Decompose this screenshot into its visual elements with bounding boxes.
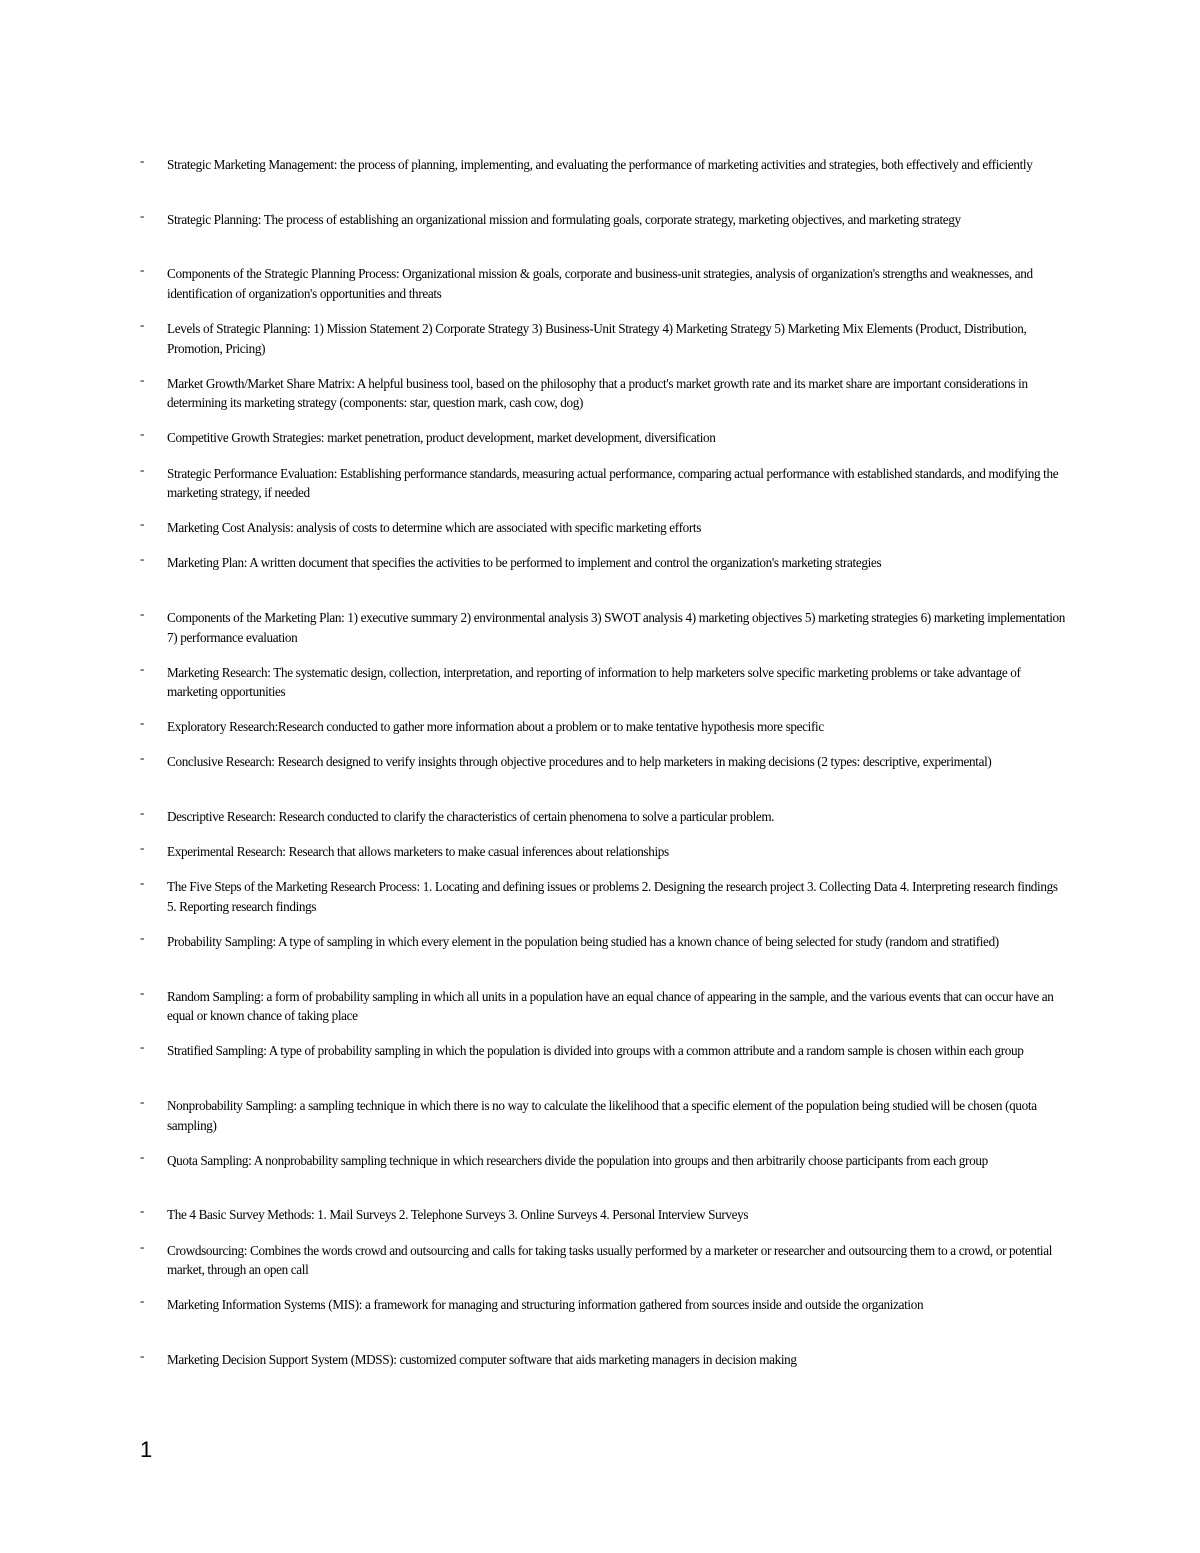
- list-item: [140, 1041, 1065, 1080]
- bullet-dash: -: [140, 1094, 144, 1110]
- bullet-dash: -: [140, 840, 144, 856]
- list-item-text: Descriptive Research: Research conducted to clarify the characteristics of certain phenomena to solve a particular problem.: [167, 809, 775, 825]
- list-item: [140, 1238, 1065, 1280]
- list-item: [140, 207, 1065, 249]
- bullet-dash: -: [140, 875, 144, 891]
- list-item: [140, 319, 1065, 358]
- list-item: [140, 1295, 1065, 1334]
- list-item: [140, 553, 1065, 592]
- list-item-text: Market Growth/Market Share Matrix: A helpful business tool, based on the philosophy that a product's market growth rate and its market share are important considerations in determining its marketing strategy (components: star, question mark, cash cow, dog): [167, 375, 1028, 411]
- bullet-dash: -: [140, 153, 144, 168]
- list-item-text: Marketing Information Systems (MIS): a framework for managing and structuring information gathered from sources inside and outside the organization: [167, 1297, 924, 1313]
- bullet-dash: -: [140, 461, 144, 477]
- list-item-text: Strategic Planning: The process of establishing an organizational mission and formulating goals, corporate strategy, marketing objectives, and marketing strategy: [167, 211, 961, 227]
- bullet-dash: -: [140, 551, 144, 567]
- list-item: [140, 264, 1065, 303]
- bullet-dash: -: [140, 930, 144, 946]
- bullet-dash: -: [140, 606, 144, 621]
- bullet-dash: -: [140, 660, 144, 676]
- list-item: [140, 842, 1065, 862]
- bullet-dash: -: [140, 805, 144, 821]
- bullet-dash: -: [140, 1148, 144, 1164]
- list-item-text: Random Sampling: a form of probability sampling in which all units in a population have an equal chance of appearing in the sample, and the various events that can occur have an equal or known chance of taking place: [167, 988, 1054, 1024]
- list-item-text: Quota Sampling: A nonprobability sampling technique in which researchers divide the population into groups and then arbitrarily choose participants from each group: [167, 1152, 988, 1168]
- list-item: [140, 155, 1065, 194]
- list-item: [140, 660, 1065, 702]
- list-item-text: Nonprobability Sampling: a sampling technique in which there is no way to calculate the likelihood that a specific element of the population being studied will be chosen (quota sampling): [167, 1098, 1037, 1133]
- bullet-dash: -: [140, 317, 144, 333]
- bullet-dash: -: [140, 207, 144, 223]
- bullet-dash: -: [140, 1238, 144, 1254]
- list-item-text: Probability Sampling: A type of sampling in which every element in the population being studied has a known chance of being selected for study (random and stratified): [167, 934, 999, 950]
- bullet-dash: -: [140, 371, 144, 387]
- list-item-text: Levels of Strategic Planning: 1) Mission Statement 2) Corporate Strategy 3) Business-Unit Strategy 4) Marketing Strategy 5) Marketing Mix Elements (Product, Distribution, Promotion, Pricing): [167, 321, 1027, 356]
- bullet-dash: -: [140, 516, 144, 532]
- list-item-text: Marketing Cost Analysis: analysis of costs to determine which are associated with specific marketing efforts: [167, 520, 702, 536]
- list-item: [140, 752, 1065, 791]
- list-item-text: Stratified Sampling: A type of probability sampling in which the population is divided into groups with a common attribute and a random sample is chosen within each group: [167, 1043, 1024, 1059]
- bullet-dash: -: [140, 262, 144, 278]
- list-item-text: Components of the Strategic Planning Process: Organizational mission & goals, corporate and business-unit strategies, analysis of organization's strengths and weaknesses, and identification of organization's opportunities and threats: [167, 266, 1033, 301]
- list-item-text: Strategic Marketing Management: the process of planning, implementing, and evaluating the performance of marketing activities and strategies, both effectively and efficiently: [167, 157, 1033, 172]
- list-item: [140, 807, 1065, 827]
- list-item-text: Exploratory Research:Research conducted to gather more information about a problem or to make tentative hypothesis more specific: [167, 719, 824, 735]
- list-item: [140, 984, 1065, 1026]
- notes-list: [140, 155, 1065, 1385]
- list-item: [140, 461, 1065, 503]
- list-item: [140, 717, 1065, 737]
- bullet-dash: -: [140, 750, 144, 766]
- list-item-text: Marketing Decision Support System (MDSS): customized computer software that aids marketing managers in decision making: [167, 1351, 797, 1367]
- bullet-dash: -: [140, 1347, 144, 1363]
- list-item-text: Marketing Plan: A written document that specifies the activities to be performed to implement and control the organization's marketing strategies: [167, 555, 882, 571]
- list-item: [140, 877, 1065, 916]
- list-item-text: Strategic Performance Evaluation: Establishing performance standards, measuring actual performance, comparing actual performance with established standards, and modifying the marketing strategy, if needed: [167, 465, 1059, 501]
- list-item: [140, 428, 1065, 448]
- list-item-text: The Five Steps of the Marketing Research Process: 1. Locating and defining issues or problems 2. Designing the research project 3. Collecting Data 4. Interpreting research findings 5. Reporting research findings: [167, 879, 1058, 914]
- list-item: [140, 932, 1065, 971]
- page-number: 1: [140, 1437, 153, 1462]
- bullet-dash: -: [140, 426, 144, 442]
- bullet-dash: -: [140, 1203, 144, 1219]
- list-item-text: Crowdsourcing: Combines the words crowd and outsourcing and calls for taking tasks usually performed by a marketer or researcher and outsourcing them to a crowd, or potential market, through an open call: [167, 1242, 1053, 1278]
- list-item: [140, 608, 1065, 647]
- bullet-dash: -: [140, 984, 144, 1000]
- list-item-text: The 4 Basic Survey Methods: 1. Mail Surveys 2. Telephone Surveys 3. Online Surveys 4. Personal Interview Surveys: [167, 1207, 749, 1223]
- list-item: [140, 1347, 1065, 1370]
- list-item: [140, 1148, 1065, 1190]
- list-item: [140, 518, 1065, 538]
- list-item: [140, 1205, 1065, 1225]
- list-item-text: Components of the Marketing Plan: 1) executive summary 2) environmental analysis 3) SWOT analysis 4) marketing objectives 5) marketing strategies 6) marketing implementation 7) performance evaluation: [167, 610, 1065, 645]
- list-item-text: Marketing Research: The systematic design, collection, interpretation, and reporting of information to help marketers solve specific marketing problems or take advantage of marketing opportunities: [167, 664, 1021, 700]
- list-item: [140, 1096, 1065, 1135]
- bullet-dash: -: [140, 1293, 144, 1309]
- list-item-text: Experimental Research: Research that allows marketers to make casual inferences about relationships: [167, 844, 669, 860]
- list-item-text: Competitive Growth Strategies: market penetration, product development, market development, diversification: [167, 430, 716, 446]
- list-item-text: Conclusive Research: Research designed to verify insights through objective procedures and to help marketers in making decisions (2 types: descriptive, experimental): [167, 754, 992, 770]
- bullet-dash: -: [140, 1039, 144, 1055]
- bullet-dash: -: [140, 715, 144, 731]
- list-item: [140, 371, 1065, 413]
